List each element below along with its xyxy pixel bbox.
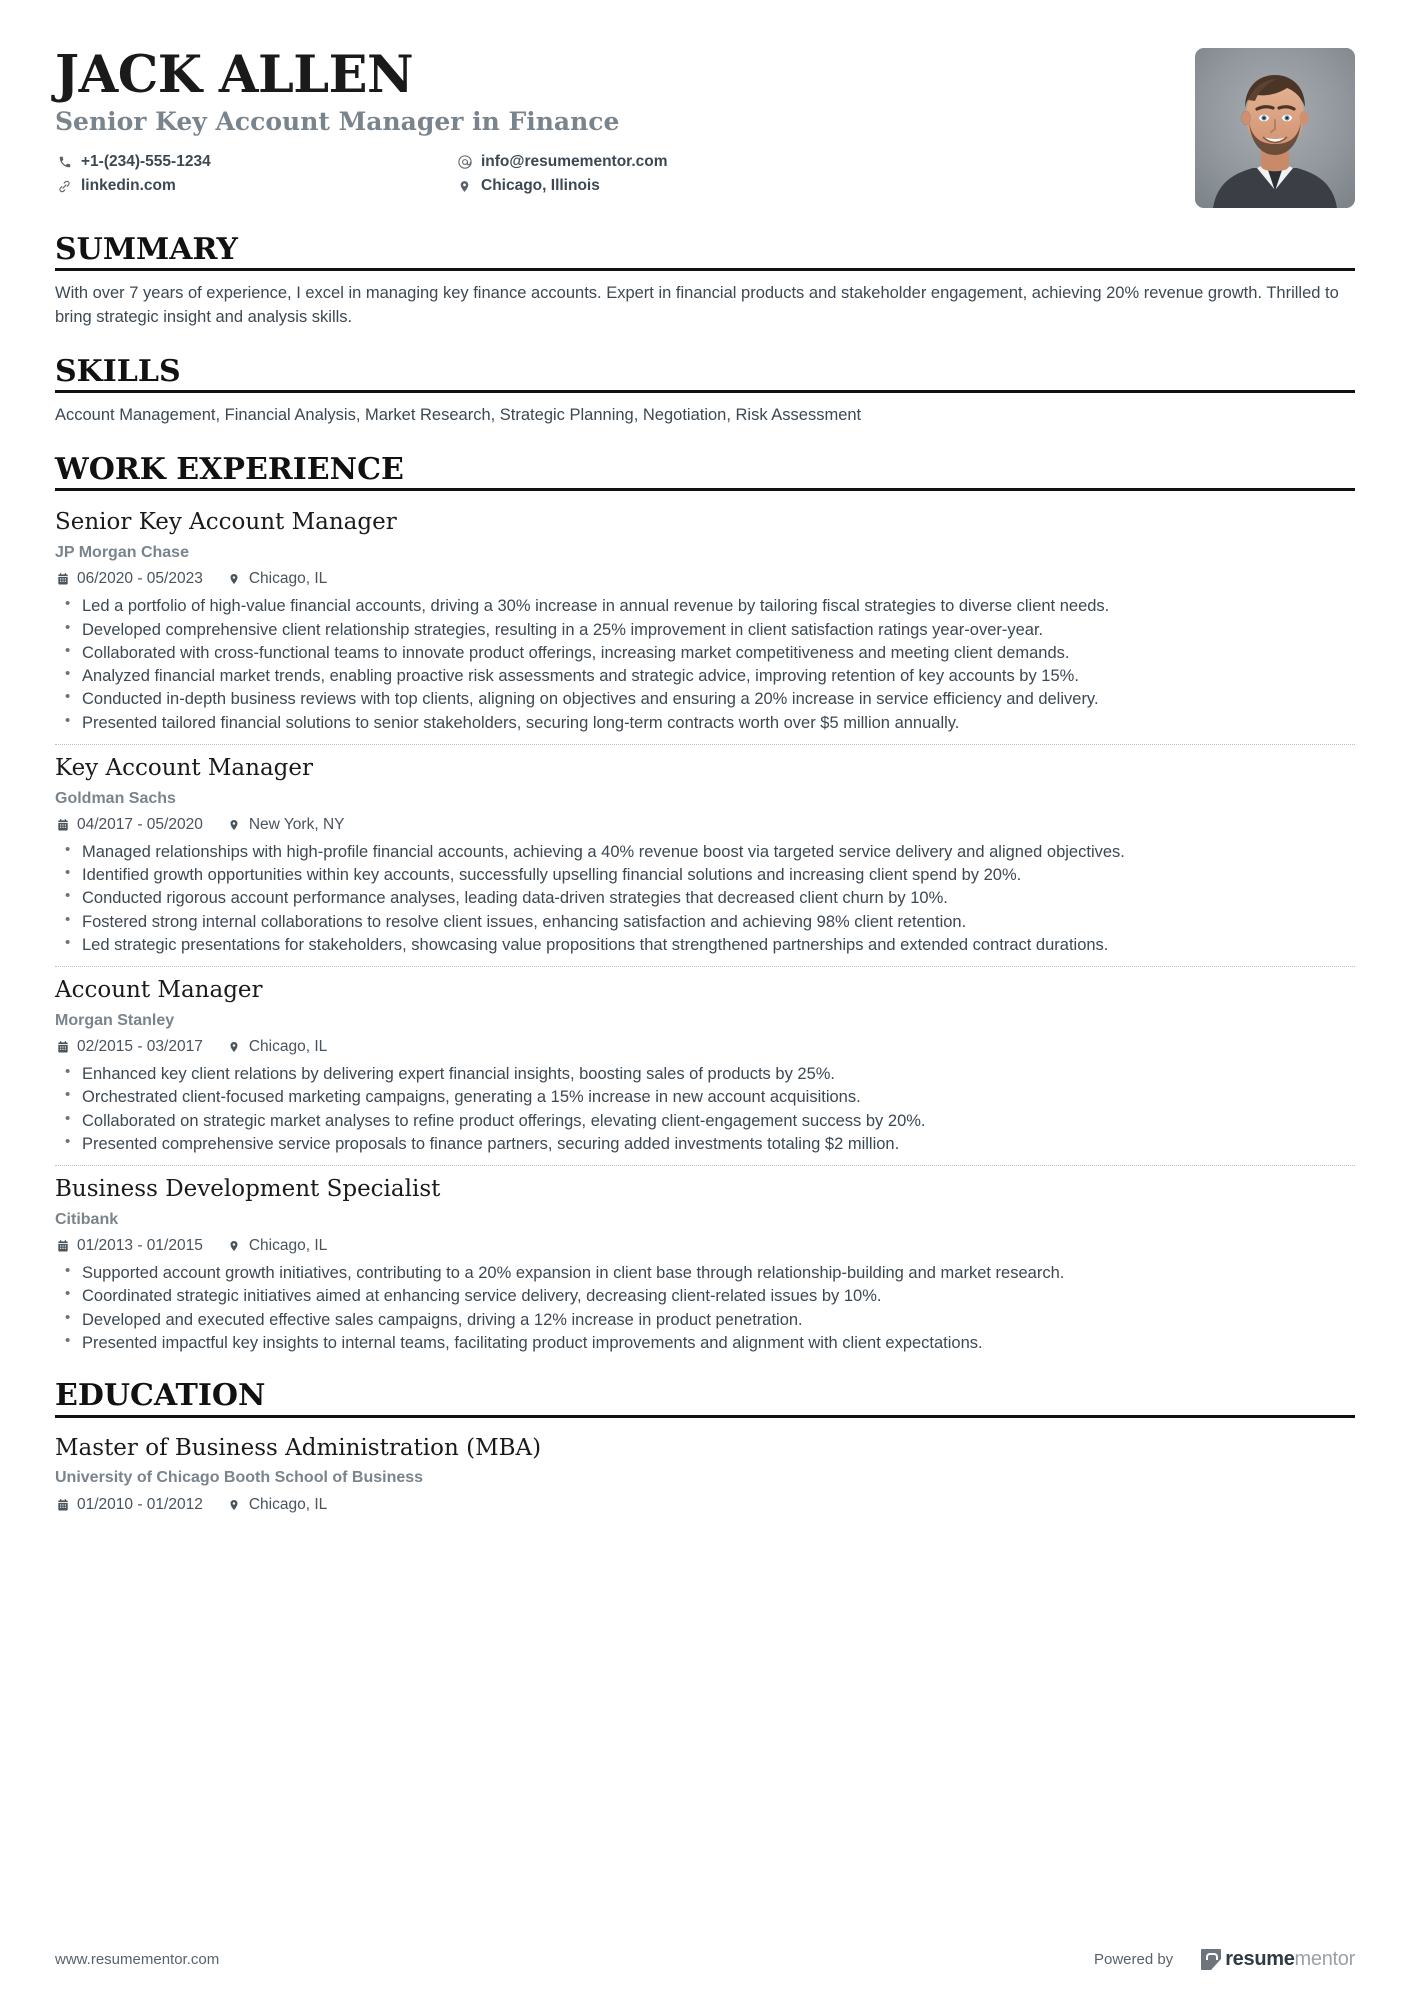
entry-bullet-list [55,1063,1355,1155]
entry-dates-value: 04/2017 - 05/2020 [77,815,203,833]
entry-bullet: • Enhanced key client relations by delivering expert financial insights, boosting sales of products by 25%. [55,1063,1355,1085]
education-entry [55,1429,1355,1514]
entry-bullet: • Led strategic presentations for stakeholders, showcasing value propositions that strengthened partnerships and extended contract durations. [55,934,1355,956]
calendar-icon [55,1040,70,1055]
entry-location-value: Chicago, IL [248,570,328,588]
page-title: JACK ALLEN [55,45,414,105]
section-summary [55,234,1355,330]
entry-bullet: • Fostered strong internal collaborations to resolve client issues, enhancing satisfaction and achieving 98% client retention. [55,911,1355,933]
portrait-photo-illustration [1195,48,1355,208]
entry-bullet: • Developed and executed effective sales campaigns, driving a 12% increase in product penetration. [55,1309,1355,1331]
skills-body [55,393,1355,428]
contact-linkedin-value: linkedin.com [81,177,176,195]
entry-title: Business Development Specialist [55,1176,441,1203]
entry-location [227,1237,327,1255]
entry-bullet: • Developed comprehensive client relationship strategies, resulting in a 25% improvement in client satisfaction ratings year-over-year. [55,619,1355,641]
entry-bullet: • Identified growth opportunities within key accounts, successfully upselling financial solutions and increasing client spend by 20%. [55,864,1355,886]
entry-bullet-list [55,595,1355,734]
entry-location-value: Chicago, IL [248,1495,328,1513]
contact-email-value: info@resumementor.com [481,153,668,171]
entry-bullet: • Led a portfolio of high-value financial accounts, driving a 30% increase in annual revenue by tailoring fiscal strategies to diverse client needs. [55,595,1355,617]
work-experience-entry [55,744,1355,956]
entry-bullet: • Collaborated with cross-functional teams to innovate product offerings, increasing market competitiveness and meeting client demands. [55,642,1355,664]
entry-bullet-list [55,1262,1355,1354]
entry-bullet: • Presented impactful key insights to internal teams, facilitating product improvements and alignment with client expectations. [55,1332,1355,1354]
entry-title: Key Account Manager [55,754,313,781]
education-list [55,1418,1355,1514]
avatar [1195,48,1355,208]
entry-bullet: • Supported account growth initiatives, contributing to a 20% expansion in client base through relationship-building and market research. [55,1262,1355,1284]
header-subtitle: Senior Key Account Manager in Finance [55,107,620,137]
entry-meta [55,1496,1355,1514]
entry-organization: Morgan Stanley [55,1011,175,1029]
contact-phone[interactable] [55,150,455,174]
link-icon [55,178,74,194]
entry-bullet: • Managed relationships with high-profile financial accounts, achieving a 40% revenue boost via targeted service delivery and aligned objectives. [55,841,1355,863]
location-pin-icon [455,178,474,194]
entry-organization: JP Morgan Chase [55,544,189,562]
contact-phone-value: +1-(234)-555-1234 [81,153,211,171]
entry-location-value: Chicago, IL [248,1038,328,1056]
contact-location[interactable] [455,174,855,198]
logo-text-mentor: mentor [1294,1948,1355,1970]
entry-title: Master of Business Administration (MBA) [55,1434,542,1461]
entry-dates-value: 01/2013 - 01/2015 [77,1237,203,1255]
section-skills [55,353,1355,428]
location-pin-icon [227,572,242,587]
entry-bullet: • Presented comprehensive service proposals to finance partners, securing added investments totaling $2 million. [55,1133,1355,1155]
entry-bullet: • Conducted rigorous account performance analyses, leading data-driven strategies that decreased client churn by 10%. [55,887,1355,909]
work-experience-list [55,491,1355,1354]
entry-meta [55,570,1355,588]
entry-meta [55,1237,1355,1255]
resumementor-logo [1201,1948,1355,1971]
contact-linkedin[interactable] [55,174,455,198]
section-work-experience [55,454,1355,1354]
work-experience-entry [55,1165,1355,1354]
entry-dates [55,570,203,588]
entry-bullet: • Coordinated strategic initiatives aimed at enhancing service delivery, decreasing client-related issues by 10%. [55,1285,1355,1307]
work-experience-entry [55,502,1355,734]
summary-body [55,271,1355,330]
logo-text-resume: resume [1225,1948,1295,1970]
entry-bullet: • Collaborated on strategic market analyses to refine product offerings, elevating client-engagement success by 20%. [55,1110,1355,1132]
entry-dates [55,1038,203,1056]
calendar-icon [55,817,70,832]
resume-header [55,40,1355,208]
entry-bullet: • Analyzed financial market trends, enabling proactive risk assessments and strategic advice, improving retention of key accounts by 15%. [55,665,1355,687]
location-pin-icon [227,1239,242,1254]
location-pin-icon [227,817,242,832]
entry-location [227,570,327,588]
entry-dates [55,1237,203,1255]
entry-organization: Citibank [55,1210,119,1228]
email-icon [455,154,474,170]
phone-icon [55,154,74,170]
entry-dates [55,816,203,834]
entry-bullet-list [55,841,1355,956]
section-heading-work-experience: WORK EXPERIENCE [55,454,1355,491]
powered-by-label: Powered by [1093,1951,1174,1968]
footer-branding [1094,1948,1355,1971]
skills-text: Account Management, Financial Analysis, Market Research, Strategic Planning, Negotiation, Risk Assessment [55,406,862,425]
entry-dates-value: 01/2010 - 01/2012 [77,1495,203,1513]
work-experience-entry [55,966,1355,1155]
entry-location [227,1496,327,1514]
summary-text: With over 7 years of experience, I excel in managing key finance accounts. Expert in financial products and stakeholder engagement, achieving 20% revenue growth. Thrilled to bring strategic insight and analysis skills. [55,284,1339,327]
entry-dates [55,1496,203,1514]
contact-email[interactable] [455,150,855,174]
entry-title: Account Manager [55,977,263,1004]
entry-dates-value: 02/2015 - 03/2017 [77,1038,203,1056]
entry-dates-value: 06/2020 - 05/2023 [77,570,203,588]
location-pin-icon [227,1040,242,1055]
header-text-block [55,45,1195,198]
section-heading-summary: SUMMARY [55,234,1355,271]
entry-location [227,1038,327,1056]
section-education [55,1380,1355,1513]
location-pin-icon [227,1497,242,1512]
footer-website[interactable]: www.resumementor.com [55,1951,220,1968]
entry-location-value: Chicago, IL [248,1237,328,1255]
calendar-icon [55,1497,70,1512]
section-heading-skills: SKILLS [55,356,1355,393]
entry-organization: University of Chicago Booth School of Business [55,1469,424,1487]
contact-location-value: Chicago, Illinois [481,177,600,195]
calendar-icon [55,1239,70,1254]
entry-location [227,816,345,834]
entry-meta [55,1038,1355,1056]
entry-bullet: • Orchestrated client-focused marketing campaigns, generating a 15% increase in new account acquisitions. [55,1086,1355,1108]
entry-bullet: • Conducted in-depth business reviews with top clients, aligning on objectives and ensuring a 20% increase in service efficiency and delivery. [55,688,1355,710]
entry-bullet: • Presented tailored financial solutions to senior stakeholders, securing long-term contracts worth over $5 million annually. [55,712,1355,734]
resumementor-logo-mark-icon [1201,1949,1221,1970]
entry-location-value: New York, NY [248,815,345,833]
contact-list [55,150,855,198]
section-heading-education: EDUCATION [55,1380,1355,1417]
calendar-icon [55,572,70,587]
entry-meta [55,816,1355,834]
page-footer [55,1948,1355,1971]
entry-organization: Goldman Sachs [55,789,176,807]
entry-title: Senior Key Account Manager [55,509,397,536]
